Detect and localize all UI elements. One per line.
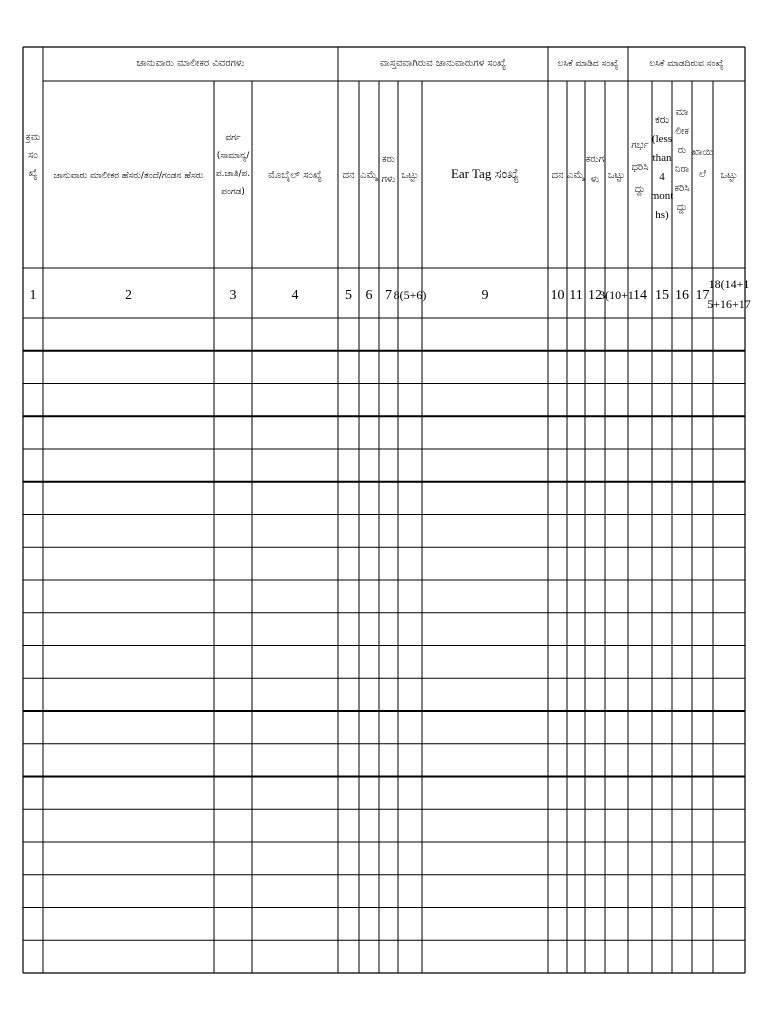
column-number: 15 <box>655 288 669 303</box>
not-vaccinated-heading: ಲಸಿಕೆ ಮಾಡದಿರುವ ಸಂಖ್ಯೆ <box>649 59 724 69</box>
serial-no-header: ಸಂ <box>28 150 38 161</box>
column-number: 9 <box>481 288 489 303</box>
owner-refused-header: ದ್ದು <box>676 202 688 213</box>
pregnant-header: ಧರಿಸಿ <box>631 162 649 173</box>
column-number: 8(5+6) <box>393 288 427 302</box>
cattle-header: ದನ <box>342 170 355 181</box>
young-calf-header: than <box>652 152 672 164</box>
column-number: 12 <box>588 288 602 303</box>
young-calf-header: 4 <box>659 171 665 183</box>
calves-header: ಕರು <box>382 154 395 165</box>
mobile-header: ಮೊಬೈಲ್ ಸಂಖ್ಯೆ <box>268 170 322 181</box>
sick-header: ಲೆ <box>699 169 706 180</box>
vac-calves-header: ಳು <box>590 174 600 185</box>
pregnant-header: ದ್ದು <box>634 184 646 195</box>
owner-details-heading: ಜಾನುವಾರು ಮಾಲೀಕರ ವಿವರಗಳು <box>136 58 245 69</box>
column-number: 18(14+1 <box>708 277 750 291</box>
owner-refused-header: ನಿರಾ <box>674 164 690 175</box>
column-number: 14 <box>633 288 647 303</box>
ear-tag-header: Ear Tag ಸಂಖ್ಯೆ <box>450 166 520 181</box>
category-header: ವರ್ಗ <box>225 133 241 143</box>
owner-refused-header: ರು <box>677 145 687 156</box>
table-header <box>25 58 751 311</box>
category-header: ಪ.ಜಾತಿ/ಪ. <box>215 169 251 179</box>
column-number: 3(10+1 <box>599 288 634 302</box>
column-number: 1 <box>29 288 37 303</box>
young-calf-header: mont <box>650 190 674 202</box>
young-calf-header: (less <box>651 133 673 145</box>
column-number: 16 <box>675 288 689 303</box>
category-header: ಪಂಗಡ) <box>221 187 245 197</box>
column-number: 17 <box>695 288 710 303</box>
young-calf-header: ಕರು <box>654 114 670 126</box>
present-animals-heading: ವಾಸ್ತವವಾಗಿರುವ ಜಾನುವಾರುಗಳ ಸಂಖ್ಯೆ <box>379 58 507 69</box>
total-header: ಒಟ್ಟು <box>401 170 419 181</box>
owner-refused-header: ಲೀಕ <box>675 126 689 137</box>
owner-name-header: ಜಾನುವಾರು ಮಾಲೀಕರ ಹೆಸರು/ತಂದೆ/ಗಂಡನ ಹೆಸರು <box>53 171 204 181</box>
owner-refused-header: ಮಾ <box>675 107 689 118</box>
young-calf-header: hs) <box>655 209 669 221</box>
vaccinated-heading: ಲಸಿಕೆ ಮಾಡಿದ ಸಂಖ್ಯೆ <box>557 59 619 69</box>
column-number: 10 <box>550 288 565 303</box>
serial-no-header: ಕ್ರಮ <box>25 132 41 143</box>
column-number: 11 <box>569 288 583 303</box>
serial-no-header: ಖ್ಯೆ <box>28 168 38 179</box>
vac-buffalo-header: ಎಮ್ಮೆ <box>567 170 585 181</box>
column-number: 7 <box>385 288 392 303</box>
column-number: 3 <box>229 288 237 303</box>
not-vac-total-header: ಒಟ್ಟು <box>720 170 738 181</box>
vac-calves-header: ಕರುಗ <box>585 154 605 165</box>
vac-total-header: ಒಟ್ಟು <box>607 170 626 181</box>
pregnant-header: ಗರ್ಭ <box>631 140 649 151</box>
owner-refused-header: ಕರಿಸಿ <box>674 183 690 194</box>
column-number: 5 <box>345 288 352 303</box>
column-number: 5+16+17 <box>707 297 751 311</box>
vac-cattle-header: ದನ <box>551 170 564 181</box>
category-header: (ಸಾಮಾನ್ಯ/ <box>216 151 250 161</box>
buffalo-header: ಎಮ್ಮೆ <box>360 170 378 181</box>
column-number: 6 <box>365 288 373 303</box>
sick-header: ಖಾಯಿ <box>691 147 714 158</box>
calves-header: ಗಳು <box>381 174 396 185</box>
column-number: 2 <box>125 288 132 303</box>
column-number: 4 <box>291 288 299 303</box>
